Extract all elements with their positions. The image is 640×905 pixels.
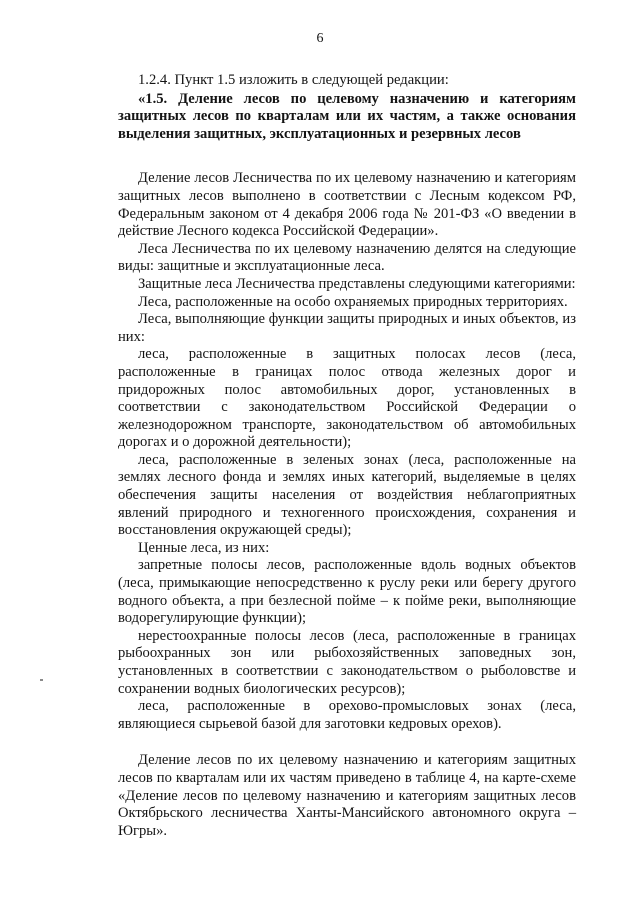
paragraph: Деление лесов Лесничества по их целевому назначению и категориям защитных лесов выполнено в соответствии с Лесным кодексом РФ, Федеральным законом от 4 декабря 2006 года № 201-ФЗ «О введении в действие Лесного кодекса Российской Федерации». <box>118 170 576 240</box>
scan-mark <box>40 679 43 681</box>
paragraph: леса, расположенные в зеленых зонах (леса, расположенные на землях лесного фонда и землях иных категорий, выделяемые в целях обеспечения защиты населения от воздействия неблагоприятных явлений природного и техногенного происхождения, сохранения и восстановления окружающей среды); <box>118 451 576 539</box>
paragraph: леса, расположенные в защитных полосах лесов (леса, расположенные в границах полос отвода железных дорог и придорожных полос автомобильных дорог, установленных в соответствии с законодательством Российской Федерации о железнодорожном транспорте, законодательством об автомобильных дорогах и о дорожной деятельности); <box>118 346 576 451</box>
paragraph: запретные полосы лесов, расположенные вдоль водных объектов (леса, примыкающие непосредственно к руслу реки или берегу другого водного объекта, а при безлесной пойме – к пойме реки, выполняющие водорегулирующие функции); <box>118 557 576 627</box>
page-number: 6 <box>316 31 324 46</box>
paragraph: Защитные леса Лесничества представлены следующими категориями: <box>138 275 576 292</box>
document-body <box>118 72 576 840</box>
amendment-lead: 1.2.4. Пункт 1.5 изложить в следующей редакции: <box>138 72 449 88</box>
closing-paragraph: Деление лесов по их целевому назначению и категориям защитных лесов по кварталам или их частям приведено в таблице 4, на карте-схеме «Деление лесов по целевому назначению и категориям защитных лесов Октябрьского лесничества Ханты-Мансийского автономного округа – Югры». <box>118 752 576 839</box>
paragraph: Леса, расположенные на особо охраняемых природных территориях. <box>138 293 568 310</box>
paragraph: Леса, выполняющие функции защиты природных и иных объектов, из них: <box>118 311 576 345</box>
section-heading: «1.5. Деление лесов по целевому назначению и категориям защитных лесов по кварталам или их частям, а также основания выделения защитных, эксплуатационных и резервных лесов <box>118 90 576 142</box>
paragraph: нерестоохранные полосы лесов (леса, расположенные в границах рыбоохранных зон или рыбохозяйственных заповедных зон, установленных в соответствии с законодательством о рыболовстве и сохранении водных биологических ресурсов); <box>118 627 576 697</box>
paragraph: Леса Лесничества по их целевому назначению делятся на следующие виды: защитные и эксплуатационные леса. <box>118 240 576 275</box>
paragraph: Ценные леса, из них: <box>138 539 270 556</box>
paragraph-gap <box>118 733 576 752</box>
paragraph: леса, расположенные в орехово-промысловых зонах (леса, являющиеся сырьевой базой для заготовки кедровых орехов). <box>118 698 576 732</box>
